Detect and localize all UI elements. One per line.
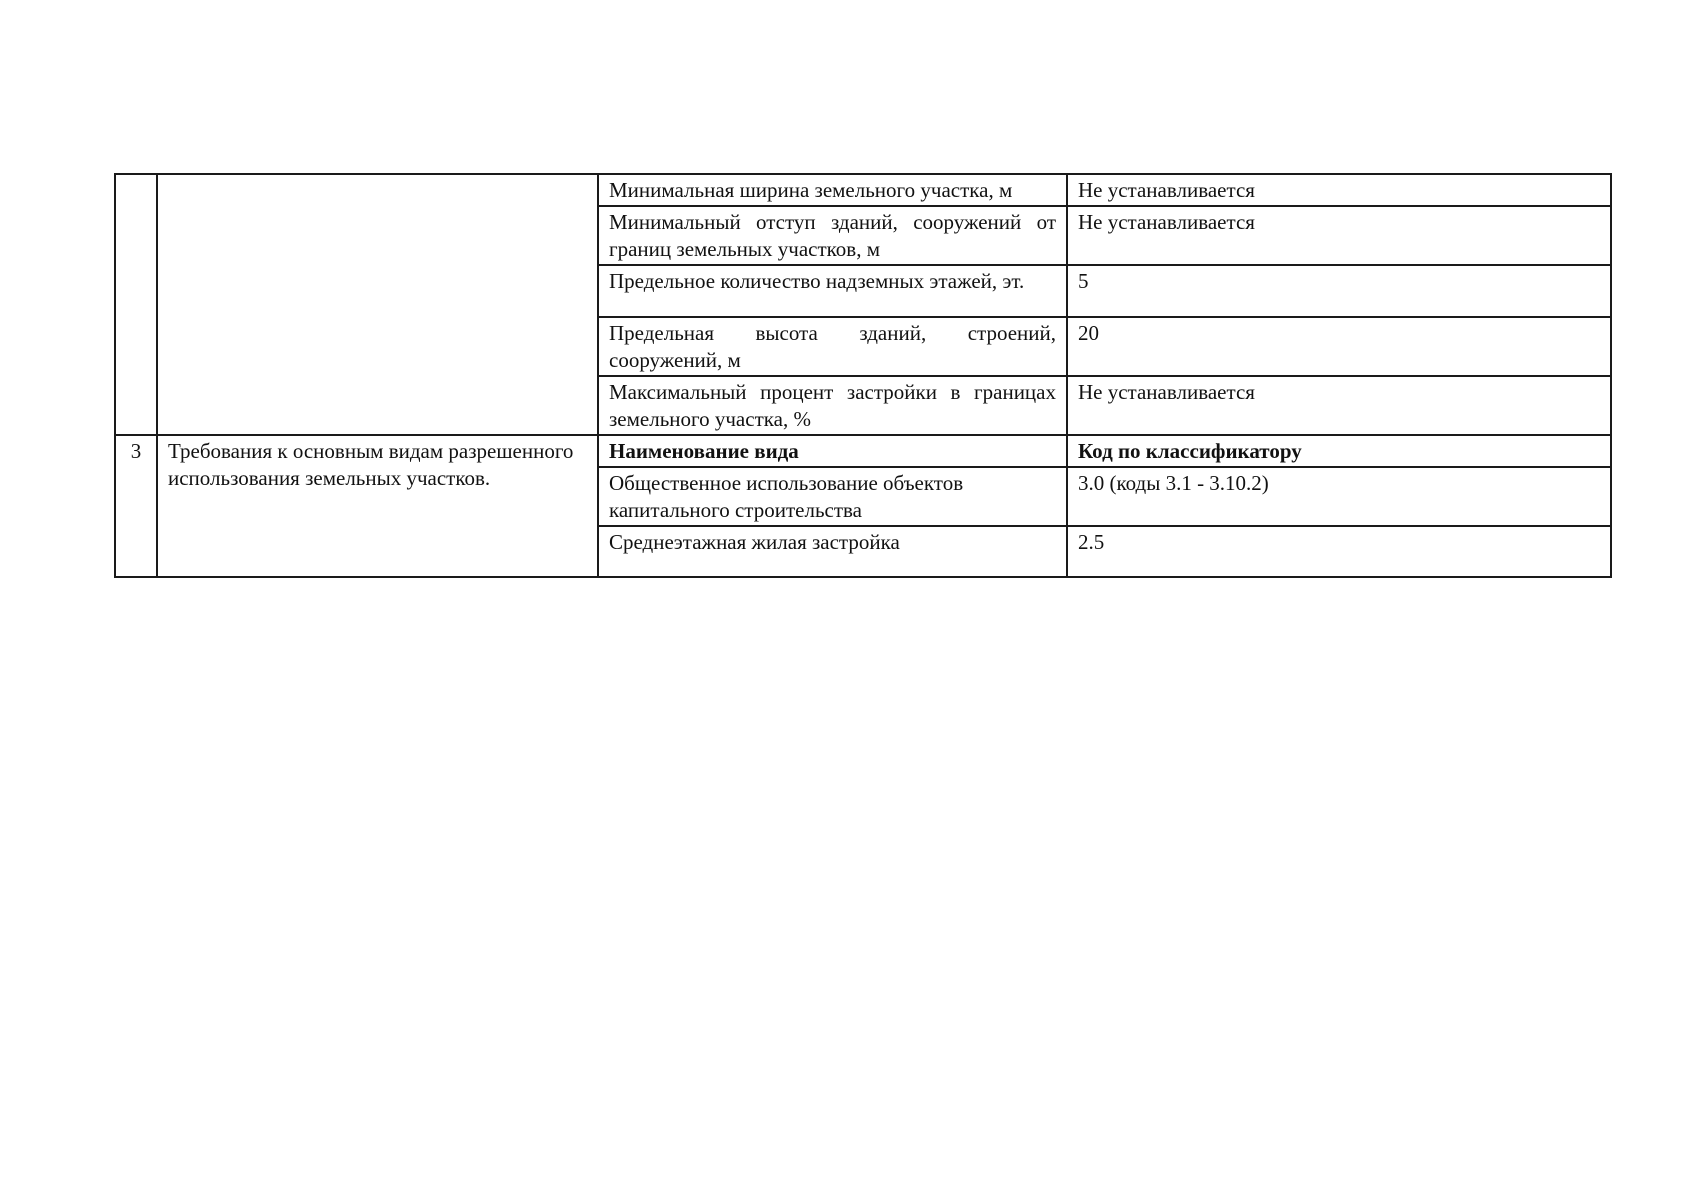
row-number-cell (115, 174, 157, 435)
use-type-name: Общественное использование объектов капитального строительства (598, 467, 1067, 526)
parameter-value: 20 (1067, 317, 1611, 376)
parameter-name: Минимальный отступ зданий, сооружений от границ земельных участков, м (598, 206, 1067, 265)
column-header-name: Наименование вида (598, 435, 1067, 467)
parameter-name: Минимальная ширина земельного участка, м (598, 174, 1067, 206)
parameter-name: Предельная высота зданий, строений, сооружений, м (598, 317, 1067, 376)
parameter-value: Не устанавливается (1067, 206, 1611, 265)
use-type-code: 2.5 (1067, 526, 1611, 577)
column-header-code: Код по классификатору (1067, 435, 1611, 467)
use-type-name: Среднеэтажная жилая застройка (598, 526, 1067, 577)
parameter-value: 5 (1067, 265, 1611, 317)
parameter-value: Не устанавливается (1067, 174, 1611, 206)
row-number: 3 (115, 435, 157, 577)
section-header-row (115, 435, 1611, 467)
section-title: Требования к основным видам разрешенного использования земельных участков. (157, 435, 598, 577)
parameter-name: Предельное количество надземных этажей, эт. (598, 265, 1067, 317)
use-type-code: 3.0 (коды 3.1 - 3.10.2) (1067, 467, 1611, 526)
section-title-cell (157, 174, 598, 435)
requirements-table (114, 173, 1612, 578)
parameter-name: Максимальный процент застройки в границах земельного участка, % (598, 376, 1067, 435)
parameter-row (115, 174, 1611, 206)
parameter-value: Не устанавливается (1067, 376, 1611, 435)
